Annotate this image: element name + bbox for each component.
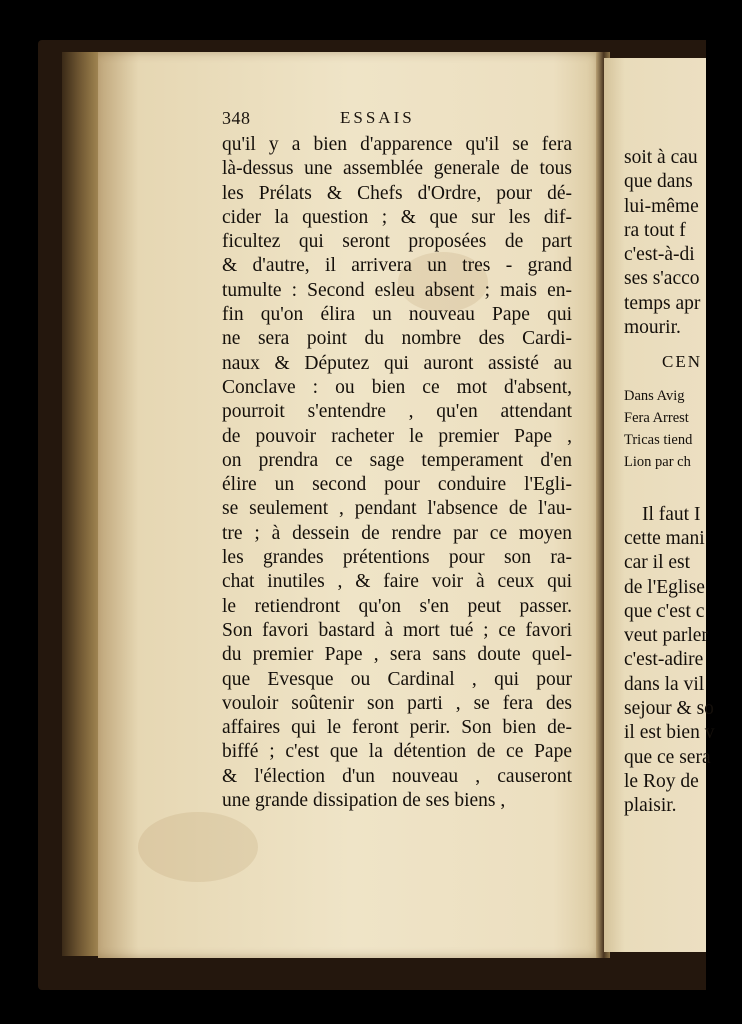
text-line: là-dessus une assemblée generale de tous: [222, 158, 572, 180]
right-small-line: Dans Avig: [624, 387, 685, 404]
right-section-heading: CEN: [662, 352, 702, 372]
text-line: chat inutiles , & faire voir à ceux qui: [222, 571, 572, 593]
paper-stain: [138, 812, 258, 882]
page-edges-left: [62, 52, 102, 956]
right-text-line: lui-même: [624, 195, 699, 217]
text-line: tumulte : Second esleu absent ; mais en-: [222, 279, 572, 301]
text-line: on prendra ce sage temperament d'en: [222, 449, 572, 471]
right-text-line: mourir.: [624, 317, 681, 339]
text-line: que Evesque ou Cardinal , qui pour: [222, 668, 572, 690]
text-line: une grande dissipation de ses biens ,: [222, 790, 506, 812]
running-head: ESSAIS: [340, 108, 415, 127]
text-line: biffé ; c'est que la détention de ce Pape: [222, 741, 572, 763]
right-small-line: Tricas tiend: [624, 431, 693, 448]
right-text-line: plaisir.: [624, 795, 677, 817]
text-line: vouloir soûtenir son parti , se fera des: [222, 692, 572, 714]
text-line: ne sera point du nombre des Cardi-: [222, 328, 572, 350]
text-line: fin qu'on élira un nouveau Pape qui: [222, 304, 572, 326]
left-page-text: [222, 133, 572, 813]
text-line: élire un second pour conduire l'Egli-: [222, 474, 572, 496]
right-text-line: car il est: [624, 552, 691, 574]
right-text-line: que ce sera: [624, 746, 711, 768]
text-line: le retiendront qu'on s'en peut passer.: [222, 595, 572, 617]
right-text-line: veut parler: [624, 625, 708, 647]
right-text-line: dans la vil: [624, 673, 705, 695]
right-text-line: cette mani: [624, 527, 705, 549]
right-text-line: sejour & so: [624, 698, 714, 720]
text-line: du premier Pape , sera sans doute quel-: [222, 644, 572, 666]
text-line: qu'il y a bien d'apparence qu'il se fera: [222, 134, 572, 155]
text-line: ficultez qui seront proposées de part: [222, 231, 572, 253]
page-number: 348: [222, 108, 251, 128]
text-line: se seulement , pendant l'absence de l'au-: [222, 498, 572, 520]
text-line: affaires qui le feront perir. Son bien de-: [222, 717, 572, 739]
text-line: Son favori bastard à mort tué ; ce favori: [222, 619, 572, 641]
right-text-line: ra tout f: [624, 219, 686, 241]
right-small-line: Lion par ch: [624, 453, 691, 470]
right-text-line: que dans: [624, 171, 693, 193]
page-header: [222, 108, 582, 132]
right-text-line: Il faut I: [642, 503, 701, 525]
text-line: de pouvoir racheter le premier Pape ,: [222, 425, 572, 447]
text-line: pourroit s'entendre , qu'en attendant: [222, 401, 572, 423]
right-text-line: que c'est c: [624, 600, 705, 622]
right-text-line: c'est-adire: [624, 649, 704, 671]
text-line: & d'autre, il arrivera un tres - grand: [222, 255, 572, 277]
text-line: les Prélats & Chefs d'Ordre, pour dé-: [222, 182, 572, 204]
right-text-line: il est bien v: [624, 722, 715, 744]
text-line: tre ; à dessein de rendre par ce moyen: [222, 522, 572, 544]
right-text-line: le Roy de: [624, 770, 699, 792]
right-small-line: Fera Arrest: [624, 409, 689, 426]
right-page-text: [624, 146, 742, 819]
text-line: & l'élection d'un nouveau , causeront: [222, 765, 572, 787]
right-text-line: ses s'acco: [624, 268, 700, 290]
text-line: cider la question ; & que sur les dif-: [222, 206, 572, 228]
right-text-line: soit à cau: [624, 147, 698, 168]
right-text-line: temps apr: [624, 292, 701, 314]
text-line: naux & Députez qui auront assisté au: [222, 352, 572, 374]
right-text-line: de l'Eglise: [624, 576, 705, 598]
right-text-line: c'est-à-di: [624, 244, 695, 266]
text-line: Conclave : ou bien ce mot d'absent,: [222, 376, 572, 398]
text-line: les grandes prétentions pour son ra-: [222, 547, 572, 569]
